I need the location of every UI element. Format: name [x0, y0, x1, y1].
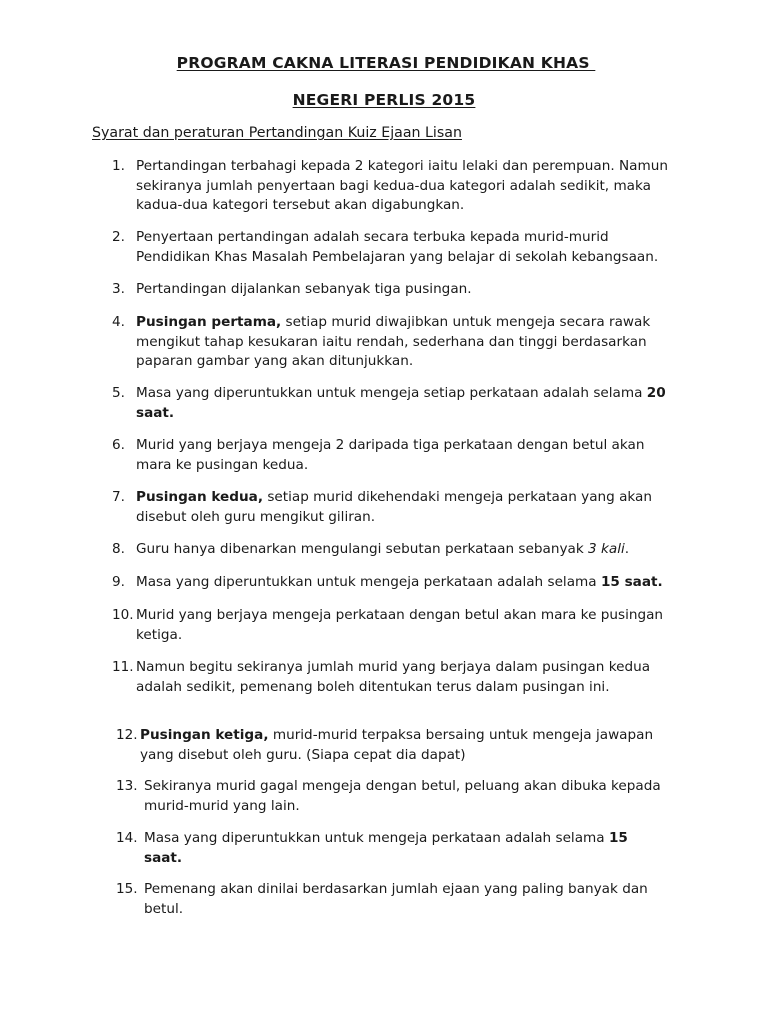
- list-item-number: 3.: [112, 281, 125, 297]
- list-item-text: Pemenang akan dinilai berdasarkan jumlah ejaan yang paling banyak dan betul.: [144, 881, 648, 917]
- list-item-text: Pusingan kedua, setiap murid dikehendaki mengeja perkataan yang akan disebut oleh guru mengikut giliran.: [136, 489, 652, 525]
- list-item-number: 2.: [112, 229, 125, 245]
- list-item-bold-lead: Pusingan ketiga,: [140, 727, 269, 743]
- list-item-number: 1.: [112, 158, 125, 174]
- list-item-text: Guru hanya dibenarkan mengulangi sebutan perkataan sebanyak 3 kali.: [136, 541, 630, 557]
- document-subtitle: Syarat dan peraturan Pertandingan Kuiz Ejaan Lisan: [92, 125, 462, 141]
- list-item-number: 6.: [112, 437, 125, 453]
- list-item-number: 5.: [112, 385, 125, 401]
- list-item-bold-lead: Pusingan kedua,: [136, 489, 264, 505]
- list-item-text: Masa yang diperuntukkan untuk mengeja setiap perkataan adalah selama 20 saat.: [136, 385, 666, 421]
- list-item-number: 8.: [112, 541, 125, 557]
- list-item-number: 9.: [112, 574, 125, 590]
- list-item-text: Penyertaan pertandingan adalah secara terbuka kepada murid-murid Pendidikan Khas Masalah Pembelajaran yang belajar di sekolah kebangsaan.: [136, 229, 659, 265]
- list-item-number: 4.: [112, 314, 125, 330]
- list-item-text: Masa yang diperuntukkan untuk mengeja perkataan adalah selama 15 saat.: [144, 830, 628, 866]
- list-item-number: 10.: [112, 607, 134, 623]
- list-item-italic-end: 3 kali: [588, 541, 625, 557]
- list-item-number: 12.: [116, 727, 138, 743]
- list-item-text: Pusingan pertama, setiap murid diwajibkan untuk mengeja secara rawak mengikut tahap kesukaran iaitu rendah, sederhana dan tinggi berdasarkan paparan gambar yang akan ditunjukkan.: [136, 314, 651, 369]
- list-item-text: Pertandingan terbahagi kepada 2 kategori iaitu lelaki dan perempuan. Namun sekiranya jumlah penyertaan bagi kedua-dua kategori adalah sedikit, maka kadua-dua kategori tersebut akan digabungkan.: [136, 158, 668, 213]
- list-item-text: Masa yang diperuntukkan untuk mengeja perkataan adalah selama 15 saat.: [136, 574, 663, 590]
- list-item-text: Murid yang berjaya mengeja 2 daripada tiga perkataan dengan betul akan mara ke pusingan kedua.: [136, 437, 645, 473]
- list-item-text: Pusingan ketiga, murid-murid terpaksa bersaing untuk mengeja jawapan yang disebut oleh guru. (Siapa cepat dia dapat): [140, 727, 654, 763]
- list-item-number: 7.: [112, 489, 125, 505]
- list-item-number: 11.: [112, 659, 134, 675]
- list-item-text: Sekiranya murid gagal mengeja dengan betul, peluang akan dibuka kepada murid-murid yang lain.: [144, 778, 661, 814]
- list-item-bold-end: 15 saat.: [144, 830, 628, 866]
- list-item-text: Murid yang berjaya mengeja perkataan dengan betul akan mara ke pusingan ketiga.: [136, 607, 664, 643]
- list-item-number: 14.: [116, 830, 138, 846]
- list-item-number: 15.: [116, 881, 138, 897]
- list-item-bold-end: 20 saat.: [136, 385, 666, 421]
- list-item-bold-lead: Pusingan pertama,: [136, 314, 282, 330]
- document-title-line-1: PROGRAM CAKNA LITERASI PENDIDIKAN KHAS: [176, 54, 596, 72]
- document-title-line-2: NEGERI PERLIS 2015: [292, 91, 476, 109]
- list-item-bold-end: 15 saat.: [600, 574, 663, 590]
- list-item-number: 13.: [116, 778, 138, 794]
- list-item-text: Pertandingan dijalankan sebanyak tiga pusingan.: [136, 281, 472, 297]
- list-item-text: Namun begitu sekiranya jumlah murid yang berjaya dalam pusingan kedua adalah sedikit, pemenang boleh ditentukan terus dalam pusingan ini.: [136, 659, 651, 695]
